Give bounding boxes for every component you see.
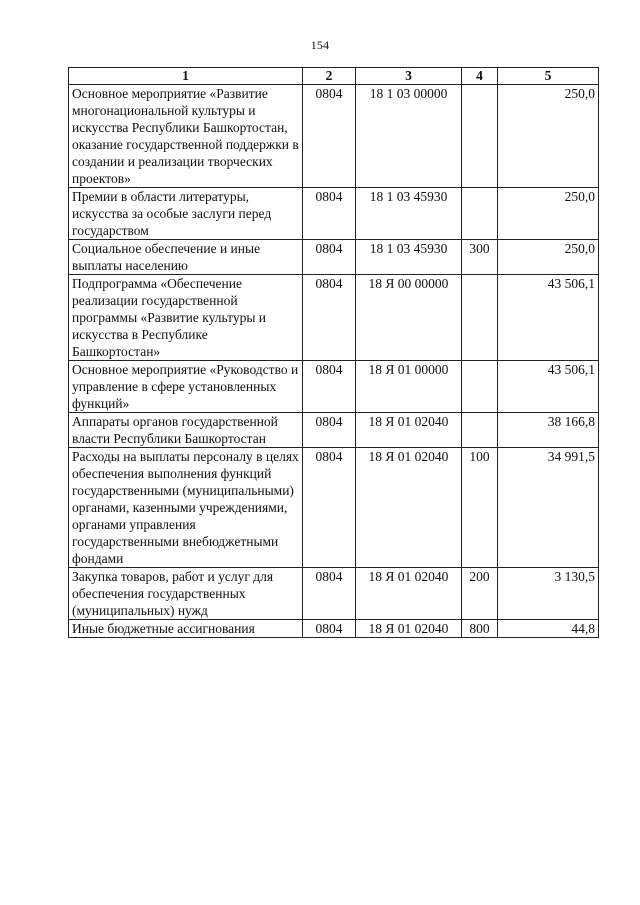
header-col-5: 5 [498,68,599,85]
row-name: Социальное обеспечение и иные выплаты населению [69,240,303,275]
row-target: 18 Я 01 02040 [356,448,462,568]
row-sum: 34 991,5 [498,448,599,568]
row-expense: 200 [462,568,498,620]
table-header [69,68,599,85]
row-target: 18 Я 01 02040 [356,568,462,620]
row-section: 0804 [303,240,356,275]
row-name: Аппараты органов государственной власти Республики Башкортостан [69,413,303,448]
row-name: Премии в области литературы, искусства за особые заслуги перед государством [69,188,303,240]
row-expense [462,361,498,413]
header-col-4: 4 [462,68,498,85]
row-section: 0804 [303,620,356,638]
table-row [69,568,599,620]
table-row [69,275,599,361]
table-row [69,188,599,240]
table-body [69,85,599,638]
header-row [69,68,599,85]
row-section: 0804 [303,361,356,413]
row-target: 18 Я 01 00000 [356,361,462,413]
row-name: Основное мероприятие «Развитие многонациональной культуры и искусства Республики Башкортостан, оказание государственной поддержки в создании и реализации творческих проектов» [69,85,303,188]
row-target: 18 1 03 00000 [356,85,462,188]
row-name: Основное мероприятие «Руководство и управление в сфере установленных функций» [69,361,303,413]
row-section: 0804 [303,448,356,568]
row-target: 18 1 03 45930 [356,240,462,275]
budget-table [68,67,599,638]
row-name: Расходы на выплаты персоналу в целях обеспечения выполнения функций государственными (муниципальными) органами, казенными учреждениями, органами управления государственными внебюджетными фондами [69,448,303,568]
row-sum: 250,0 [498,188,599,240]
row-sum: 3 130,5 [498,568,599,620]
row-name: Закупка товаров, работ и услуг для обеспечения государственных (муниципальных) нужд [69,568,303,620]
row-expense [462,85,498,188]
row-section: 0804 [303,275,356,361]
row-expense: 800 [462,620,498,638]
row-expense: 300 [462,240,498,275]
row-sum: 44,8 [498,620,599,638]
row-target: 18 1 03 45930 [356,188,462,240]
row-expense [462,413,498,448]
table-row [69,361,599,413]
row-section: 0804 [303,188,356,240]
row-expense: 100 [462,448,498,568]
row-sum: 250,0 [498,85,599,188]
row-name: Иные бюджетные ассигнования [69,620,303,638]
row-name: Подпрограмма «Обеспечение реализации государственной программы «Развитие культуры и искусства в Республике Башкортостан» [69,275,303,361]
row-expense [462,275,498,361]
row-target: 18 Я 00 00000 [356,275,462,361]
row-section: 0804 [303,85,356,188]
row-sum: 250,0 [498,240,599,275]
header-col-3: 3 [356,68,462,85]
row-sum: 38 166,8 [498,413,599,448]
header-col-1: 1 [69,68,303,85]
page-number: 154 [310,38,330,52]
table-row [69,413,599,448]
table-row [69,85,599,188]
table-row [69,448,599,568]
header-col-2: 2 [303,68,356,85]
row-section: 0804 [303,413,356,448]
table-row [69,240,599,275]
row-expense [462,188,498,240]
row-sum: 43 506,1 [498,361,599,413]
row-section: 0804 [303,568,356,620]
row-sum: 43 506,1 [498,275,599,361]
row-target: 18 Я 01 02040 [356,413,462,448]
table-row [69,620,599,638]
row-target: 18 Я 01 02040 [356,620,462,638]
